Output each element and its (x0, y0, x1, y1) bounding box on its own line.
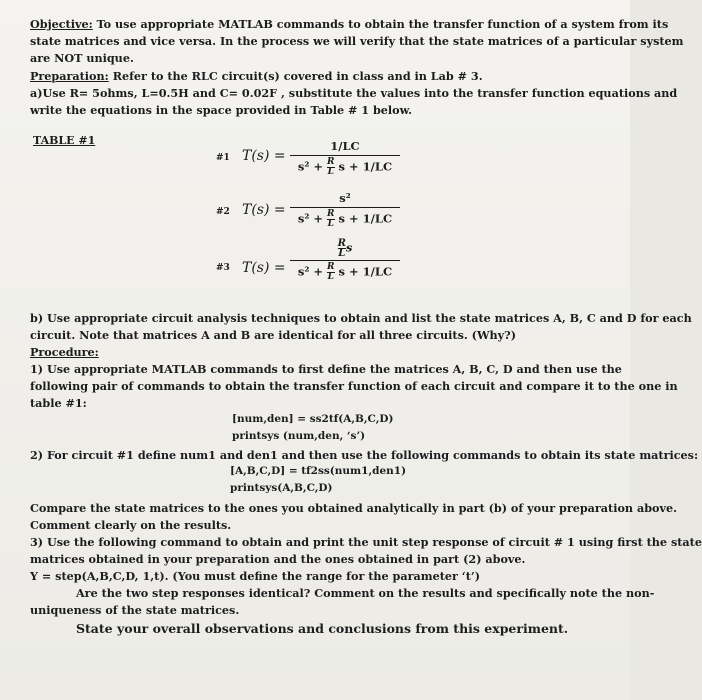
equation-1-lhs: T(s) = (242, 148, 286, 164)
step-1-line-3: table #1: (30, 396, 87, 410)
step-3-line-1: 3) Use the following command to obtain and print the unit step response of circuit # 1 using first the state (30, 535, 702, 549)
equation-2-lhs: T(s) = (242, 202, 286, 218)
step-1-line-1: 1) Use appropriate MATLAB commands to first define the matrices A, B, C, D and then use the (30, 362, 622, 376)
step-2-line-1: 2) For circuit #1 define num1 and den1 and then use the following commands to obtain its state matrices: (30, 448, 699, 462)
preparation-label: Preparation: (30, 69, 109, 83)
objective-label: Objective: (30, 17, 93, 31)
equation-3-lhs: T(s) = (242, 260, 286, 276)
equation-2-label: #2 (216, 207, 230, 217)
code-tf2ss: [A,B,C,D] = tf2ss(num1,den1) (230, 465, 407, 477)
final-conclusion-line: State your overall observations and conclusions from this experiment. (76, 621, 569, 636)
equation-1-fraction (290, 139, 400, 177)
compare-line-1: Compare the state matrices to the ones you obtained analytically in part (b) of your preparation above. (30, 501, 677, 515)
step-3-line-2: matrices obtained in your preparation and the ones obtained in part (2) above. (30, 552, 526, 566)
objective-line-2: state matrices and vice versa. In the process we will verify that the state matrices of a particular system (30, 34, 684, 48)
step-3-line-5: uniqueness of the state matrices. (30, 603, 240, 617)
equation-2-numerator: s² (339, 191, 351, 205)
part-b-line-1: b) Use appropriate circuit analysis techniques to obtain and list the state matrices A, B, C and D for each (30, 311, 692, 325)
equation-2-denominator: s² + $\frac{R}{L}$ s + 1/LC (297, 209, 393, 229)
code-printsys-num-den: printsys (num,den, ‘s’) (232, 430, 366, 442)
compare-line-2: Comment clearly on the results. (30, 518, 232, 532)
table-title: TABLE #1 (33, 134, 96, 147)
part-b-line-2: circuit. Note that matrices A and B are identical for all three circuits. (Why?) (30, 328, 517, 342)
equation-3-numerator: $\frac{R}{L}$ s (337, 238, 353, 259)
objective-line-1: Objective: To use appropriate MATLAB commands to obtain the transfer function of a system from its (30, 17, 669, 31)
code-ss2tf: [num,den] = ss2tf(A,B,C,D) (232, 413, 394, 425)
preparation-line-3: write the equations in the space provided in Table # 1 below. (30, 103, 413, 117)
equation-1-numerator: 1/LC (330, 139, 360, 153)
step-1-line-2: following pair of commands to obtain the transfer function of each circuit and compare it to the one in (30, 379, 678, 393)
equation-2-fraction (290, 191, 400, 229)
step-3-line-4: Are the two step responses identical? Comment on the results and specifically note the non- (76, 586, 655, 600)
objective-line-3: are NOT unique. (30, 51, 134, 65)
equation-3-fraction (290, 239, 400, 282)
equation-1-label: #1 (216, 153, 230, 163)
equation-1-denominator: s² + $\frac{R}{L}$ s + 1/LC (297, 157, 393, 177)
equation-3-label: #3 (216, 263, 230, 273)
step-3-line-3: Y = step(A,B,C,D, 1,t). (You must define the range for the parameter ‘t’) (30, 569, 481, 583)
equation-3-denominator: s² + $\frac{R}{L}$ s + 1/LC (297, 262, 393, 282)
procedure-label: Procedure: (30, 345, 99, 359)
preparation-line-1: Preparation: Refer to the RLC circuit(s) covered in class and in Lab # 3. (30, 69, 483, 83)
preparation-line-2: a)Use R= 5ohms, L=0.5H and C= 0.02F , substitute the values into the transfer function equations and (30, 86, 678, 100)
code-printsys-abcd: printsys(A,B,C,D) (230, 482, 333, 494)
